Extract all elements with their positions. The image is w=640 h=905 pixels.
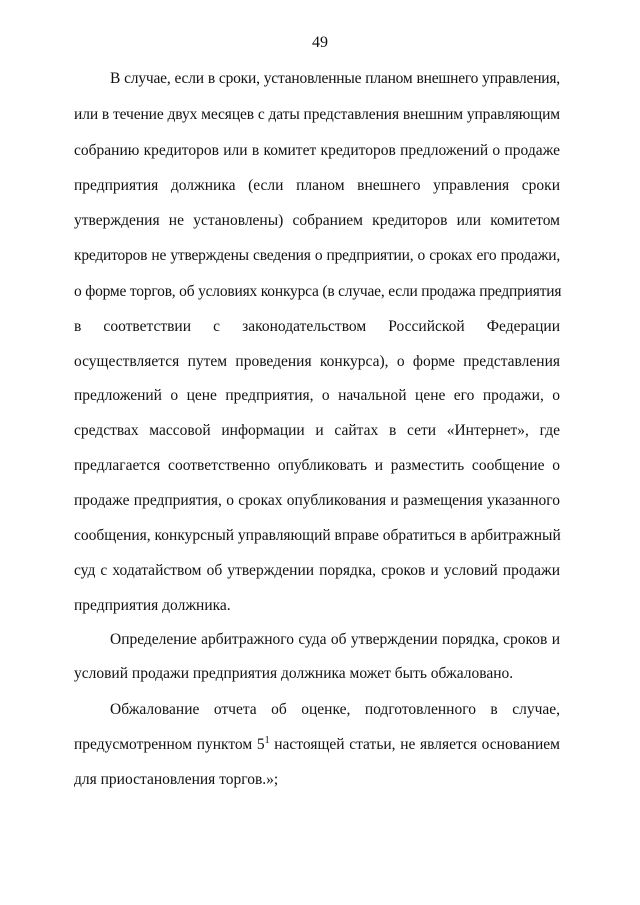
text-line: или в течение двух месяцев с даты представления внешним управляющим: [74, 106, 560, 123]
superscript-number: 1: [264, 735, 270, 746]
text-line: предприятия должника (если планом внешнего управления сроки: [74, 177, 560, 194]
text-line: в соответствии с законодательством Российской Федерации: [74, 318, 560, 335]
text-line: Обжалование отчета об оценке, подготовленного в случае,: [110, 701, 560, 718]
text-line-with-superscript: [74, 735, 560, 755]
text-line: условий продажи предприятия должника может быть обжаловано.: [74, 665, 514, 682]
text-line: предложений о цене предприятия, о начальной цене его продажи, о: [74, 387, 560, 404]
text-line: сообщения, конкурсный управляющий вправе обратиться в арбитражный: [74, 527, 561, 544]
text-line: средствах массовой информации и сайтах в сети «Интернет», где: [74, 422, 560, 439]
text-line: утверждения не установлены) собранием кредиторов или комитетом: [74, 212, 560, 229]
text-line: продаже предприятия, о сроках опубликования и размещения указанного: [74, 492, 560, 509]
text-line: Определение арбитражного суда об утверждении порядка, сроков и: [110, 631, 560, 648]
text-line: кредиторов не утверждены сведения о предприятии, о сроках его продажи,: [74, 247, 560, 264]
text-line: В случае, если в сроки, установленные планом внешнего управления,: [110, 70, 560, 87]
text-line: суд с ходатайством об утверждении порядка, сроков и условий продажи: [74, 562, 560, 579]
page-number: 49: [312, 34, 328, 51]
text-line: предлагается соответственно опубликовать и разместить сообщение о: [74, 457, 560, 474]
text-line: собранию кредиторов или в комитет кредиторов предложений о продаже: [74, 142, 560, 159]
text-fragment: предусмотренном пунктом 5: [74, 736, 265, 753]
text-line: предприятия должника.: [74, 597, 231, 614]
text-fragment: настоящей статьи, не является основанием: [269, 736, 560, 753]
text-line: для приостановления торгов.»;: [74, 771, 279, 788]
text-line: о форме торгов, об условиях конкурса (в случае, если продажа предприятия: [74, 283, 562, 300]
text-line: осуществляется путем проведения конкурса), о форме представления: [74, 353, 560, 370]
